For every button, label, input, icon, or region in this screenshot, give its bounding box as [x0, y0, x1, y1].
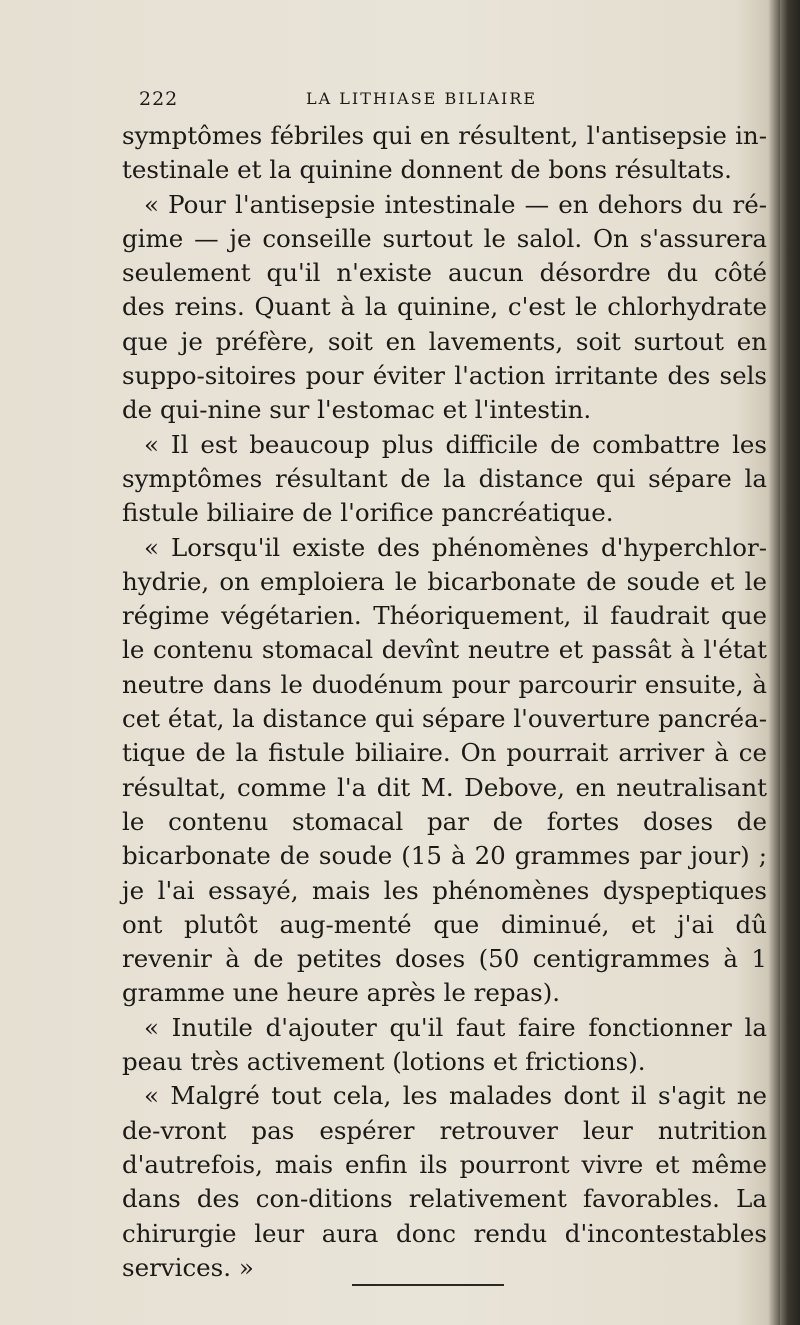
running-title: LA LITHIASE BILIAIRE: [306, 89, 538, 108]
page-binding-edge: [780, 0, 800, 1325]
paragraph-3: « Il est beaucoup plus difficile de combattre les symptômes résultant de la distance qui sépare la fistule biliaire de l'orifice pancréatique.: [122, 429, 767, 528]
body-text: [122, 119, 767, 1285]
paragraph-2: « Pour l'antisepsie intestinale — en dehors du ré-gime — je conseille surtout le salol. On s'assurera seulement qu'il n'existe aucun désordre du côté des reins. Quant à la quinine, c'est le chlorhydrate que je préfère, soit en lavements, soit surtout en suppo-sitoires pour éviter l'action irritante des sels de qui-nine sur l'estomac et l'intestin.: [122, 189, 767, 425]
paragraph-1: symptômes fébriles qui en résultent, l'antisepsie in-testinale et la quinine donnent de bons résultats.: [122, 121, 767, 185]
page-number: 222: [139, 88, 179, 110]
paragraph-4: « Lorsqu'il existe des phénomènes d'hyperchlor-hydrie, on emploiera le bicarbonate de soude et le régime végétarien. Théoriquement, il faudrait que le contenu stomacal devînt neutre et passât à l'état neutre dans le duodénum pour parcourir ensuite, à cet état, la distance qui sépare l'ouverture pancréa-tique de la fistule biliaire. On pourrait arriver à ce résultat, comme l'a dit M. Debove, en neutralisant le contenu stomacal par de fortes doses de bicarbonate de soude (15 à 20 grammes par jour) ; je l'ai essayé, mais les phénomènes dyspeptiques ont plutôt aug-menté que diminué, et j'ai dû revenir à de petites doses (50 centigrammes à 1 gramme une heure après le repas).: [122, 532, 767, 1008]
paragraph-6: « Malgré tout cela, les malades dont il s'agit ne de-vront pas espérer retrouver leur nutrition d'autrefois, mais enfin ils pourront vivre et même dans des con-ditions relativement favorables. La chirurgie leur aura donc rendu d'incontestables services. »: [122, 1081, 767, 1282]
paragraph-5: « Inutile d'ajouter qu'il faut faire fonctionner la peau très activement (lotions et frictions).: [122, 1012, 767, 1077]
page-header: [0, 88, 800, 112]
end-rule: [352, 1284, 504, 1286]
